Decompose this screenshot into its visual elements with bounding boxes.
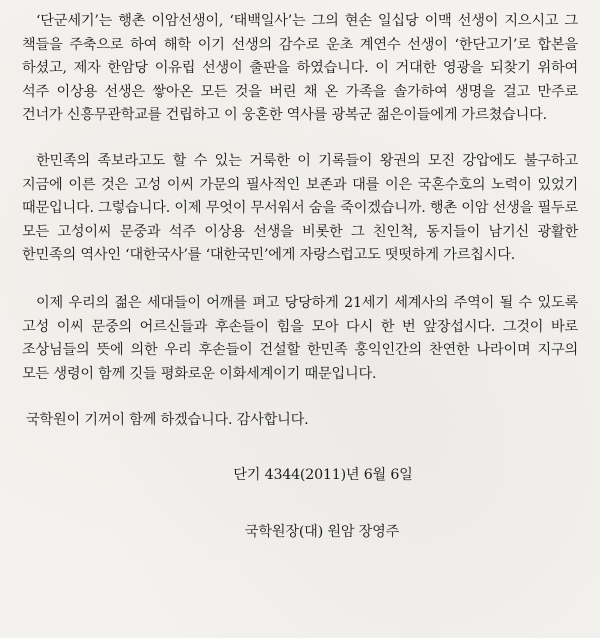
paragraph-1: ‘단군세기’는 행촌 이암선생이, ‘태백일사’는 그의 현손 일십당 이맥 선생이 지으시고 그 책들을 주축으로 하여 해학 이기 선생의 감수로 운초 계연수 선생이 ‘한단고기’로 합본을 하셨고, 제자 한암당 이유립 선생이 출판을 하였습니다. 이 거대한 영광을 되찾기 위하여 석주 이상용 선생은 쌓아온 모든 것을 버린 채 온 가족을 솔가하여 생명을 걸고 만주로 건너가 신흥무관학교를 건립하고 이 웅혼한 역사를 광복군 젊은이들에게 가르쳤습니다. [22, 13, 578, 124]
paragraph-2: 한민족의 족보라고도 할 수 있는 거룩한 이 기록들이 왕권의 모진 강압에도 불구하고 지금에 이른 것은 고성 이씨 가문의 필사적인 보존과 대를 이은 국혼수호의 노력이 있었기 때문입니다. 그렇습니다. 이제 무엇이 무서워서 숨을 죽이겠습니까. 행촌 이암 선생을 필두로 모든 고성이씨 문중과 석주 이상용 선생을 비롯한 그 친인척, 동지들이 남기신 광활한 한민족의 역사인 ‘대한국사’를 ‘대한국민’에게 자랑스럽고도 떳떳하게 가르칩시다. [22, 152, 578, 264]
document-date: 단기 4344(2011)년 6월 6일 [233, 466, 413, 483]
paragraph-3: 이제 우리의 젊은 세대들이 어깨를 펴고 당당하게 21세기 세계사의 주역이 될 수 있도록 고성 이씨 문중의 어르신들과 후손들이 힘을 모아 다시 한 번 앞장섭시다. 그것이 바로 조상님들의 뜻에 의한 우리 후손들이 건설할 한민족 홍익인간의 찬연한 나라이며 지구의 모든 생령이 함께 깃들 평화로운 이화세계이기 때문입니다. [22, 294, 578, 382]
closing-line: 국학원이 기꺼이 함께 하겠습니다. 감사합니다. [26, 412, 309, 429]
document-signature: 국학원장(대) 원암 장영주 [244, 523, 400, 540]
